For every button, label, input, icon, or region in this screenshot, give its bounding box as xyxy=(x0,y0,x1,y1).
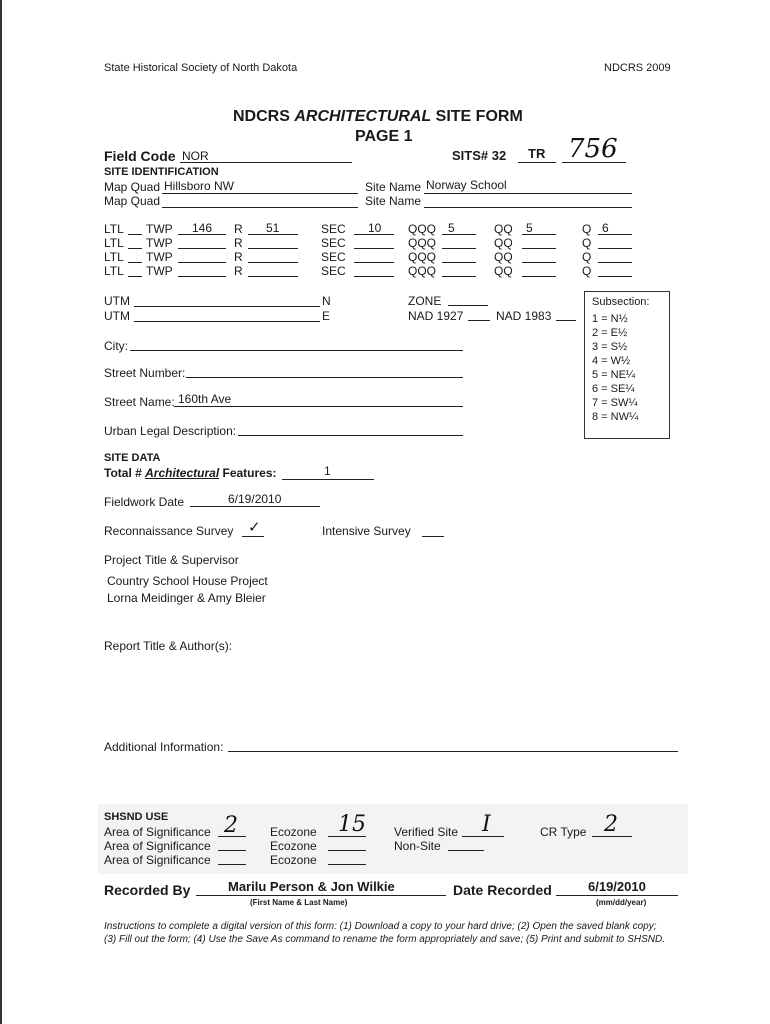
map-quad-label-2: Map Quad xyxy=(104,194,161,208)
sits-label: SITS# 32 xyxy=(452,148,507,163)
ltl-sec-label: SEC xyxy=(321,222,346,236)
ltl-qqq-label: QQQ xyxy=(408,250,437,264)
site-name-label-2: Site Name xyxy=(365,194,422,208)
scan-edge xyxy=(0,0,2,1024)
page-number: PAGE 1 xyxy=(355,128,413,145)
reconnaissance-label: Reconnaissance Survey xyxy=(104,524,234,538)
ltl-twp-label: TWP xyxy=(146,236,173,250)
aos-label-3: Area of Significance xyxy=(104,853,211,867)
ltl-qqq-value[interactable]: 5 xyxy=(448,221,455,235)
zone-label: ZONE xyxy=(408,294,442,308)
subsection-item: 3 = S½ xyxy=(592,341,628,353)
aos-value-1[interactable]: 2 xyxy=(224,813,238,838)
shsnd-heading: SHSND USE xyxy=(104,811,169,823)
site-name-line-1 xyxy=(424,193,632,194)
date-recorded-label: Date Recorded xyxy=(453,882,552,898)
ltl-r_val-line xyxy=(248,248,298,249)
ltl-twp-value[interactable]: 146 xyxy=(192,221,213,235)
site-name-value-1[interactable]: Norway School xyxy=(426,178,507,192)
ltl-qqq-label: QQQ xyxy=(408,236,437,250)
urban-legal-line xyxy=(238,435,463,436)
utm-n-line xyxy=(134,306,320,307)
ltl-twp_val-line xyxy=(178,276,226,277)
ltl-qq-label: QQ xyxy=(494,264,513,278)
ltl-q-label: Q xyxy=(582,264,592,278)
ltl-qq_val-line xyxy=(522,262,556,263)
ltl-ltl-label: LTL xyxy=(104,264,124,278)
subsection-item: 2 = E½ xyxy=(592,327,628,339)
city-label: City: xyxy=(104,339,128,353)
ltl-sec-label: SEC xyxy=(321,236,346,250)
subsection-item: 7 = SW¼ xyxy=(592,397,638,409)
zone-line xyxy=(448,305,488,306)
ltl-qq-label: QQ xyxy=(494,222,513,236)
ltl-r-label: R xyxy=(234,264,243,278)
ecozone-label-3: Ecozone xyxy=(270,853,317,867)
ltl-ltl-label: LTL xyxy=(104,250,124,264)
utm-label-2: UTM xyxy=(104,309,130,323)
site-name-line-2 xyxy=(424,207,632,208)
ltl-qq-value[interactable]: 5 xyxy=(526,221,533,235)
ltl-sec_val-line xyxy=(354,276,394,277)
street-name-value[interactable]: 160th Ave xyxy=(178,392,232,406)
non-site-line xyxy=(448,850,484,851)
ltl-twp_val-line xyxy=(178,248,226,249)
ecozone-line-2 xyxy=(328,850,366,851)
project-line-1[interactable]: Country School House Project xyxy=(107,574,268,588)
utm-n-label: N xyxy=(322,294,331,308)
date-recorded-line xyxy=(556,895,678,896)
subsection-item: 6 = SE¼ xyxy=(592,383,635,395)
ltl-q_val-line xyxy=(598,248,632,249)
nad1927-label: NAD 1927 xyxy=(408,309,464,323)
street-number-line xyxy=(186,377,463,378)
org-name: State Historical Society of North Dakota xyxy=(104,62,298,74)
fieldwork-date-label: Fieldwork Date xyxy=(104,495,185,509)
ltl-q-label: Q xyxy=(582,250,592,264)
total-features-label: Total # Architectural Features: xyxy=(104,466,277,480)
verified-site-label: Verified Site xyxy=(394,825,459,839)
sits-tr-value[interactable]: TR xyxy=(528,146,546,161)
ltl-blank_ltl-line xyxy=(128,262,142,263)
subsection-item: 4 = W½ xyxy=(592,355,631,367)
ltl-twp-label: TWP xyxy=(146,222,173,236)
report-label: Report Title & Author(s): xyxy=(104,639,233,653)
ltl-ltl-label: LTL xyxy=(104,222,124,236)
ltl-ltl-label: LTL xyxy=(104,236,124,250)
ltl-sec-label: SEC xyxy=(321,264,346,278)
nad1983-line xyxy=(556,320,576,321)
map-quad-line-2 xyxy=(162,207,358,208)
ltl-twp-label: TWP xyxy=(146,264,173,278)
ltl-sec-value[interactable]: 10 xyxy=(368,221,382,235)
street-name-line xyxy=(174,406,463,407)
ecozone-label-1: Ecozone xyxy=(270,825,317,839)
sits-tr-line xyxy=(518,162,556,163)
ltl-qq-label: QQ xyxy=(494,236,513,250)
sits-number-value[interactable]: 756 xyxy=(568,134,618,164)
aos-line-3 xyxy=(218,864,246,865)
ltl-blank_ltl-line xyxy=(128,248,142,249)
utm-e-label: E xyxy=(322,309,331,323)
ltl-qqq_val-line xyxy=(442,262,476,263)
ltl-qq_val-line xyxy=(522,276,556,277)
site-name-label-1: Site Name xyxy=(365,180,422,194)
reconnaissance-check[interactable]: ✓ xyxy=(248,519,261,536)
recorded-by-value[interactable]: Marilu Person & Jon Wilkie xyxy=(228,879,395,894)
subsection-item: 1 = N½ xyxy=(592,313,628,325)
ltl-sec-label: SEC xyxy=(321,250,346,264)
ltl-qqq_val-line xyxy=(442,276,476,277)
ltl-qqq_val-line xyxy=(442,248,476,249)
ltl-q-label: Q xyxy=(582,236,592,250)
ltl-qq-label: QQ xyxy=(494,250,513,264)
ltl-q_val-line xyxy=(598,276,632,277)
field-code-label: Field Code xyxy=(104,148,176,164)
non-site-label: Non-Site xyxy=(394,839,441,853)
additional-info-line xyxy=(228,751,678,752)
subsection-item: 5 = NE¼ xyxy=(592,369,636,381)
project-label: Project Title & Supervisor xyxy=(104,553,239,567)
ltl-q-label: Q xyxy=(582,222,592,236)
site-data-heading: SITE DATA xyxy=(104,452,161,464)
ecozone-line-3 xyxy=(328,864,366,865)
ltl-r_val-line xyxy=(248,262,298,263)
street-number-label: Street Number: xyxy=(104,366,186,380)
ltl-blank_ltl-line xyxy=(128,234,142,235)
recorded-by-label: Recorded By xyxy=(104,882,191,898)
ecozone-value-1[interactable]: 15 xyxy=(338,812,366,837)
form-code: NDCRS 2009 xyxy=(604,62,671,74)
urban-legal-label: Urban Legal Description: xyxy=(104,424,237,438)
nad1983-label: NAD 1983 xyxy=(496,309,552,323)
fieldwork-date-value[interactable]: 6/19/2010 xyxy=(228,492,282,506)
ltl-r-label: R xyxy=(234,236,243,250)
fieldwork-date-line xyxy=(190,506,320,507)
ltl-qqq-label: QQQ xyxy=(408,222,437,236)
subsection-item: 8 = NW¼ xyxy=(592,411,639,423)
intensive-label: Intensive Survey xyxy=(322,524,411,538)
utm-e-line xyxy=(134,321,320,322)
nad1927-line xyxy=(468,320,490,321)
reconnaissance-line xyxy=(242,536,264,537)
map-quad-line-1 xyxy=(162,193,358,194)
aos-label-1: Area of Significance xyxy=(104,825,211,839)
ltl-q_val-line xyxy=(598,262,632,263)
ltl-sec_val-line xyxy=(354,248,394,249)
aos-line-2 xyxy=(218,850,246,851)
total-features-line xyxy=(282,479,374,480)
recorded-by-line xyxy=(196,895,446,896)
ltl-r_val-line xyxy=(248,276,298,277)
map-quad-value-1[interactable]: Hillsboro NW xyxy=(164,179,235,193)
subsection-box xyxy=(584,291,670,439)
ltl-sec_val-line xyxy=(354,262,394,263)
form-title: NDCRS ARCHITECTURAL SITE FORM xyxy=(233,108,523,125)
subsection-title: Subsection: xyxy=(592,296,650,308)
ltl-q-value[interactable]: 6 xyxy=(602,221,609,235)
aos-label-2: Area of Significance xyxy=(104,839,211,853)
cr-type-label: CR Type xyxy=(540,825,587,839)
project-line-2[interactable]: Lorna Meidinger & Amy Bleier xyxy=(107,591,266,605)
total-features-value[interactable]: 1 xyxy=(324,464,331,478)
additional-info-label: Additional Information: xyxy=(104,740,224,754)
site-id-heading: SITE IDENTIFICATION xyxy=(104,166,219,178)
map-quad-label-1: Map Quad xyxy=(104,180,161,194)
intensive-line xyxy=(422,536,444,537)
date-recorded-value[interactable]: 6/19/2010 xyxy=(588,879,646,894)
verified-site-value[interactable]: I xyxy=(482,812,491,837)
city-line xyxy=(130,350,463,351)
ltl-r-label: R xyxy=(234,250,243,264)
ltl-r-label: R xyxy=(234,222,243,236)
instructions-text: Instructions to complete a digital version of this form: (1) Download a copy to your hard drive; (2) Open the saved blank copy; (3) Fill out the form; (4) Use the Save As command to rename the form appropriately and save; (5) Print and submit to SHSND. xyxy=(104,921,665,945)
ltl-qqq-label: QQQ xyxy=(408,264,437,278)
date-recorded-hint: (mm/dd/year) xyxy=(596,898,647,907)
field-code-value[interactable]: NOR xyxy=(182,149,209,163)
ltl-twp_val-line xyxy=(178,262,226,263)
utm-label-1: UTM xyxy=(104,294,130,308)
cr-type-value[interactable]: 2 xyxy=(604,812,618,837)
ltl-blank_ltl-line xyxy=(128,276,142,277)
ltl-r-value[interactable]: 51 xyxy=(266,221,280,235)
ltl-qq_val-line xyxy=(522,248,556,249)
recorded-by-hint: (First Name & Last Name) xyxy=(250,898,348,907)
ecozone-label-2: Ecozone xyxy=(270,839,317,853)
subsection-list xyxy=(592,312,638,424)
ltl-twp-label: TWP xyxy=(146,250,173,264)
street-name-label: Street Name: xyxy=(104,395,175,409)
